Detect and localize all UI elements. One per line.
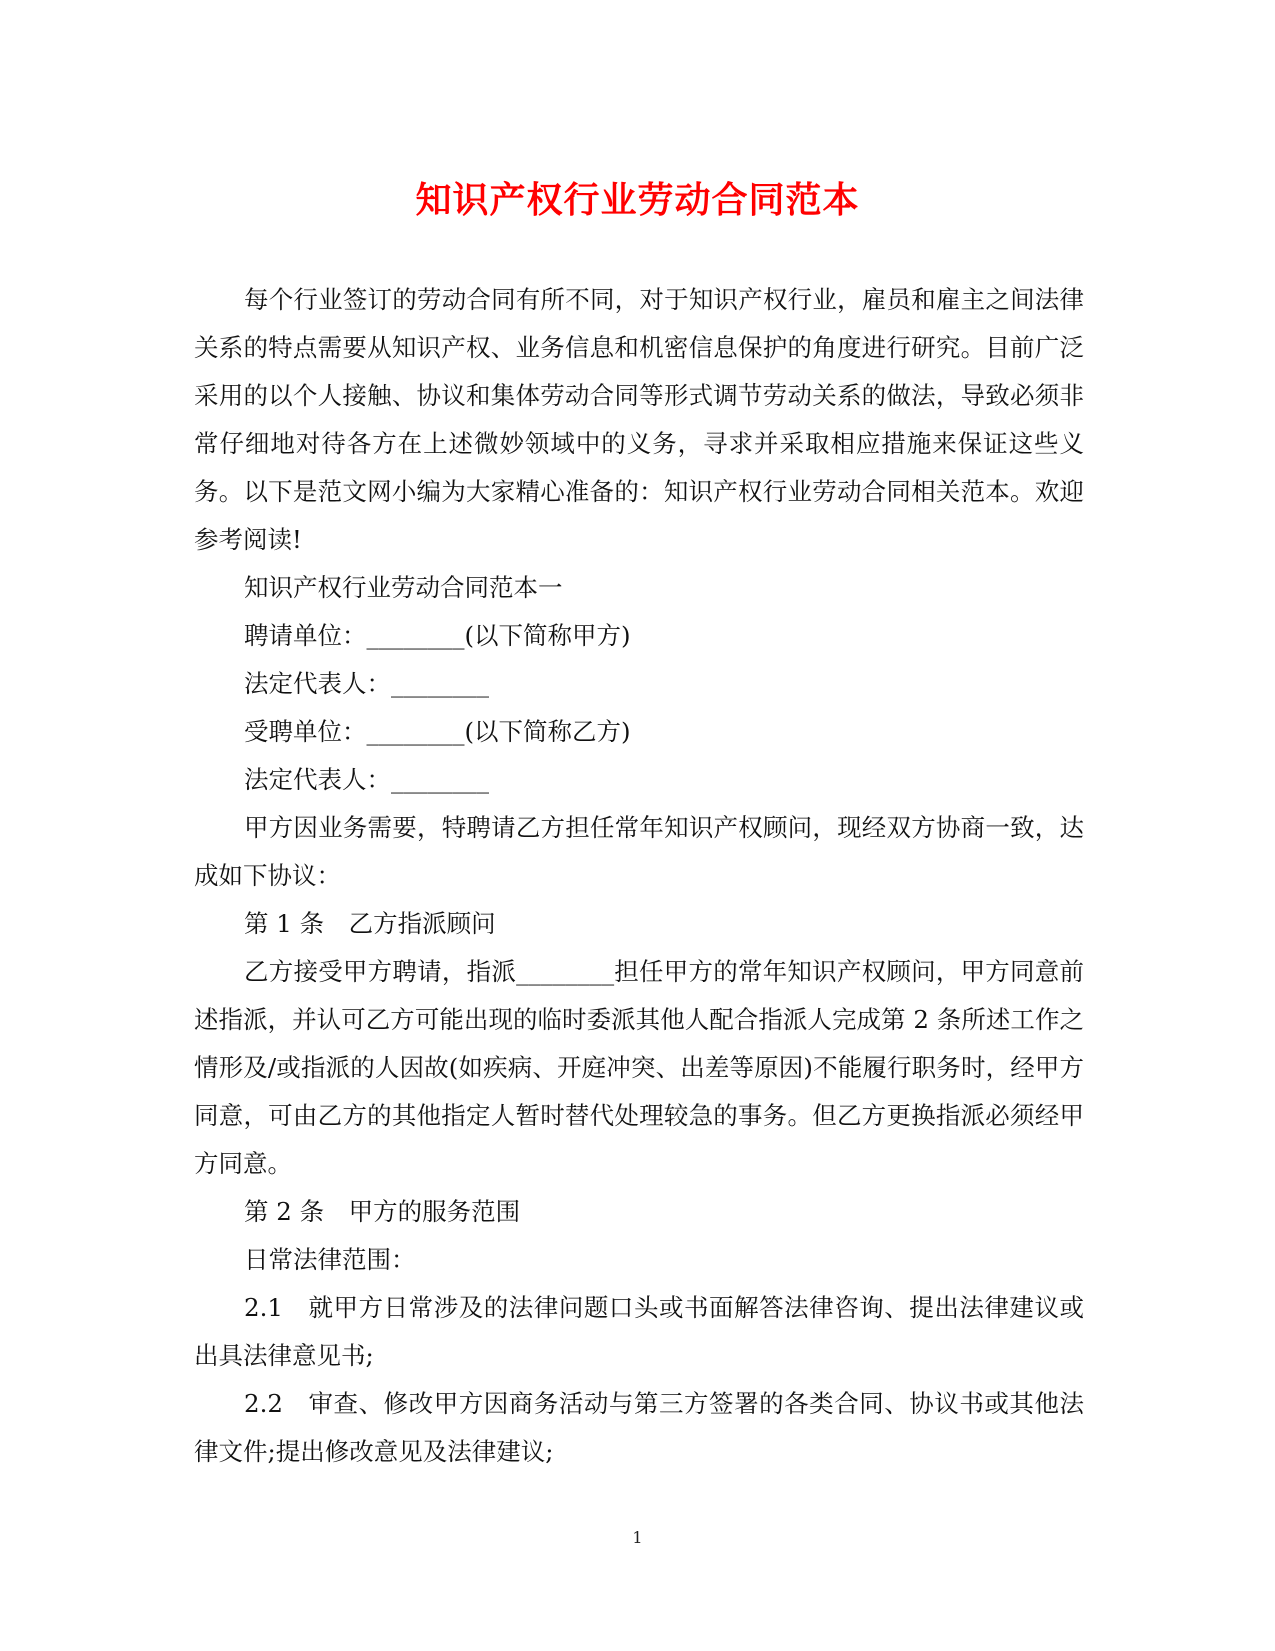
- employer-representative-line: 法定代表人：________: [244, 669, 489, 698]
- contractor-line: 受聘单位：________(以下简称乙方): [244, 717, 631, 746]
- sample-heading: 知识产权行业劳动合同范本一: [244, 573, 563, 602]
- employer-line: 聘请单位：________(以下简称甲方): [244, 621, 631, 650]
- document-title: 知识产权行业劳动合同范本: [415, 179, 860, 221]
- article-2-heading: 第 2 条 甲方的服务范围: [244, 1197, 521, 1226]
- clause-2-2: 2.2 审查、修改甲方因商务活动与第三方签署的各类合同、协议书或其他法律文件;提出修改意见及法律建议;: [194, 1389, 1084, 1466]
- agreement-preamble: 甲方因业务需要，特聘请乙方担任常年知识产权顾问，现经双方协商一致，达成如下协议：: [194, 813, 1084, 890]
- daily-legal-scope-heading: 日常法律范围：: [244, 1245, 416, 1274]
- document-body: [194, 276, 1084, 1476]
- page-number: 1: [632, 1528, 643, 1547]
- article-1-heading: 第 1 条 乙方指派顾问: [244, 909, 496, 938]
- intro-paragraph: 每个行业签订的劳动合同有所不同，对于知识产权行业，雇员和雇主之间法律关系的特点需要从知识产权、业务信息和机密信息保护的角度进行研究。目前广泛采用的以个人接触、协议和集体劳动合同等形式调节劳动关系的做法，导致必须非常仔细地对待各方在上述微妙领域中的义务，寻求并采取相应措施来保证这些义务。以下是范文网小编为大家精心准备的：知识产权行业劳动合同相关范本。欢迎参考阅读!: [194, 285, 1084, 554]
- clause-2-1: 2.1 就甲方日常涉及的法律问题口头或书面解答法律咨询、提出法律建议或出具法律意见书;: [194, 1293, 1084, 1370]
- contractor-representative-line: 法定代表人：________: [244, 765, 489, 794]
- article-1-paragraph: 乙方接受甲方聘请，指派________担任甲方的常年知识产权顾问，甲方同意前述指派，并认可乙方可能出现的临时委派其他人配合指派人完成第 2 条所述工作之情形及/或指派的人因故(如疾病、开庭冲突、出差等原因)不能履行职务时，经甲方同意，可由乙方的其他指定人暂时替代处理较急的事务。但乙方更换指派必须经甲方同意。: [194, 957, 1084, 1178]
